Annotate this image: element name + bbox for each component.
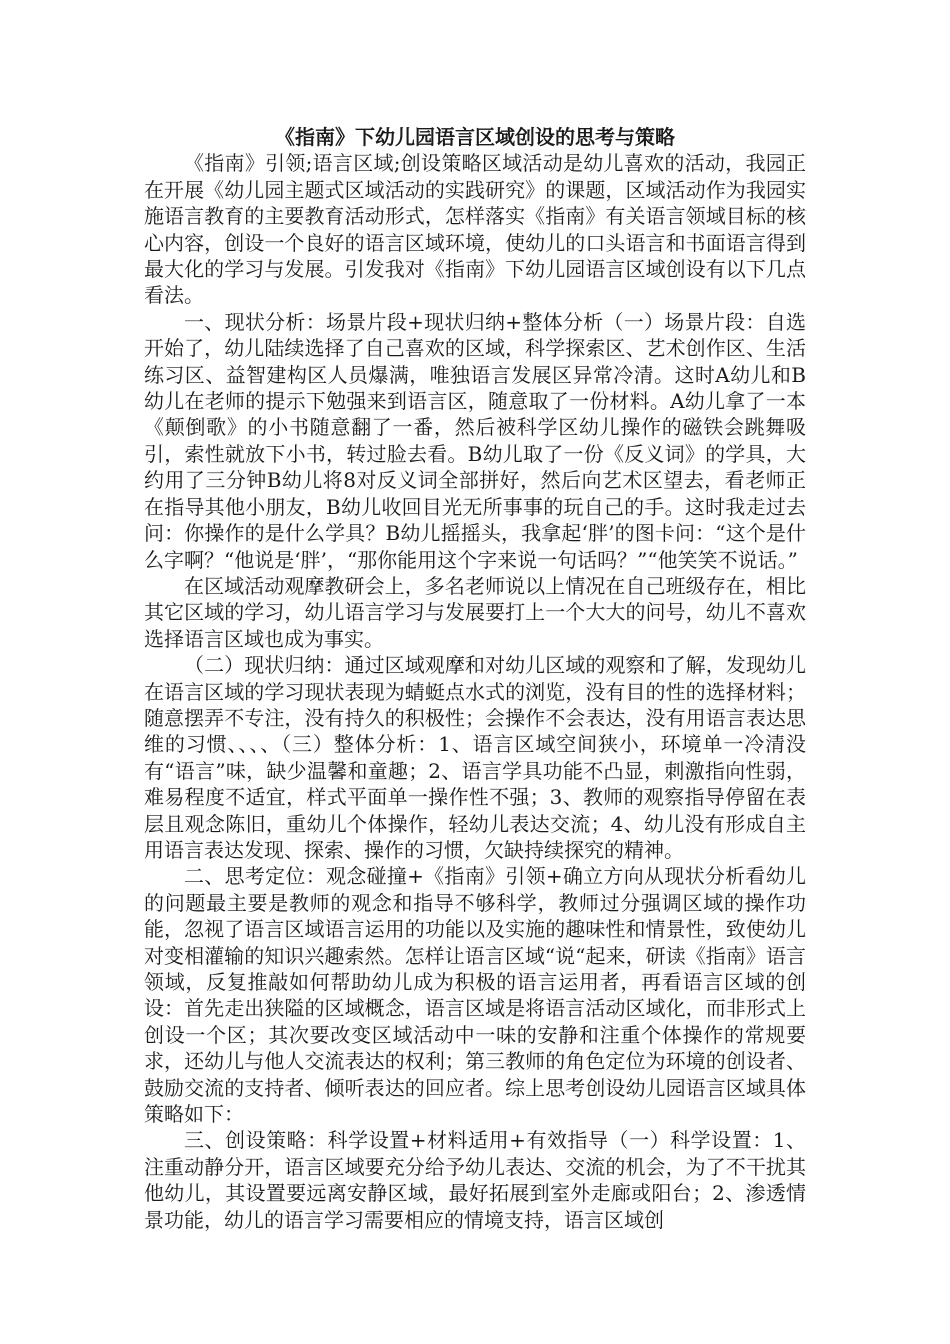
paragraph-strategies: 三、创设策略：科学设置+材料适用+有效指导（一）科学设置：1、注重动静分开，语言区域要充分给予幼儿表达、交流的机会，为了不干扰其他幼儿，其设置要远离安静区域，最好拓展到室外走廊或阳台；2、渗透情景功能，幼儿的语言学习需要相应的情境支持，语言区域创: [144, 1128, 806, 1232]
paragraph-status-summary: （二）现状归纳：通过区域观摩和对幼儿区域的观察和了解，发现幼儿在语言区域的学习现状表现为蜻蜓点水式的浏览，没有目的性的选择材料；随意摆弄不专注，没有持久的积极性；会操作不会表达，没有用语言表达思维的习惯、、、、（三）整体分析：1、语言区域空间狭小，环境单一冷清没有“语言”味，缺少温馨和童趣；2、语言学具功能不凸显，刺激指向性弱，难易程度不适宜，样式平面单一操作性不强；3、教师的观察指导停留在表层且观念陈旧，重幼儿个体操作，轻幼儿表达交流；4、幼儿没有形成自主用语言表达发现、探索、操作的习惯，欠缺持续探究的精神。: [144, 653, 806, 862]
paragraph-observation-meeting: 在区域活动观摩教研会上，多名老师说以上情况在自己班级存在，相比其它区域的学习，幼儿语言学习与发展要打上一个大大的问号，幼儿不喜欢选择语言区域也成为事实。: [144, 573, 806, 651]
paragraph-intro: 《指南》引领;语言区域;创设策略区域活动是幼儿喜欢的活动，我园正在开展《幼儿园主题式区域活动的实践研究》的课题，区域活动作为我园实施语言教育的主要教育活动形式，怎样落实《指南》有关语言领域目标的核心内容，创设一个良好的语言区域环境，使幼儿的口头语言和书面语言得到最大化的学习与发展。引发我对《指南》下幼儿园语言区域创设有以下几点看法。: [144, 151, 806, 308]
paragraph-thinking-positioning: 二、思考定位：观念碰撞+《指南》引领+确立方向从现状分析看幼儿的问题最主要是教师的观念和指导不够科学，教师过分强调区域的操作功能，忽视了语言区域语言运用的功能以及实施的趣味性和情景性，致使幼儿对变相灌输的知识兴趣索然。怎样让语言区域“说“起来，研读《指南》语言领域，反复推敲如何帮助幼儿成为积极的语言运用者，再看语言区域的创设：首先走出狭隘的区域概念，语言区域是将语言活动区域化，而非形式上创设一个区；其次要改变区域活动中一味的安静和注重个体操作的常规要求，还幼儿与他人交流表达的权利；第三教师的角色定位为环境的创设者、鼓励交流的支持者、倾听表达的回应者。综上思考创设幼儿园语言区域具体策略如下：: [144, 864, 806, 1127]
paragraph-status-analysis: 一、现状分析：场景片段+现状归纳+整体分析（一）场景片段：自选开始了，幼儿陆续选择了自己喜欢的区域，科学探索区、艺术创作区、生活练习区、益智建构区人员爆满，唯独语言发展区异常冷清。这时A幼儿和B幼儿在老师的提示下勉强来到语言区，随意取了一份材料。A幼儿拿了一本《颠倒歌》的小书随意翻了一番，然后被科学区幼儿操作的磁铁会跳舞吸引，索性就放下小书，转过脸去看。B幼儿取了一份《反义词》的学具，大约用了三分钟B幼儿将8对反义词全部拼好，然后向艺术区望去，看老师正在指导其他小朋友，B幼儿收回目光无所事事的玩自己的手。这时我走过去问：你操作的是什么学具？B幼儿摇摇头，我拿起‘胖’的图卡问：“这个是什么字啊？“他说是‘胖’，“那你能用这个字来说一句话吗？”“他笑笑不说话。”: [144, 309, 806, 572]
document-body: [144, 124, 806, 1233]
document-title: 《指南》下幼儿园语言区域创设的思考与策略: [275, 125, 675, 149]
